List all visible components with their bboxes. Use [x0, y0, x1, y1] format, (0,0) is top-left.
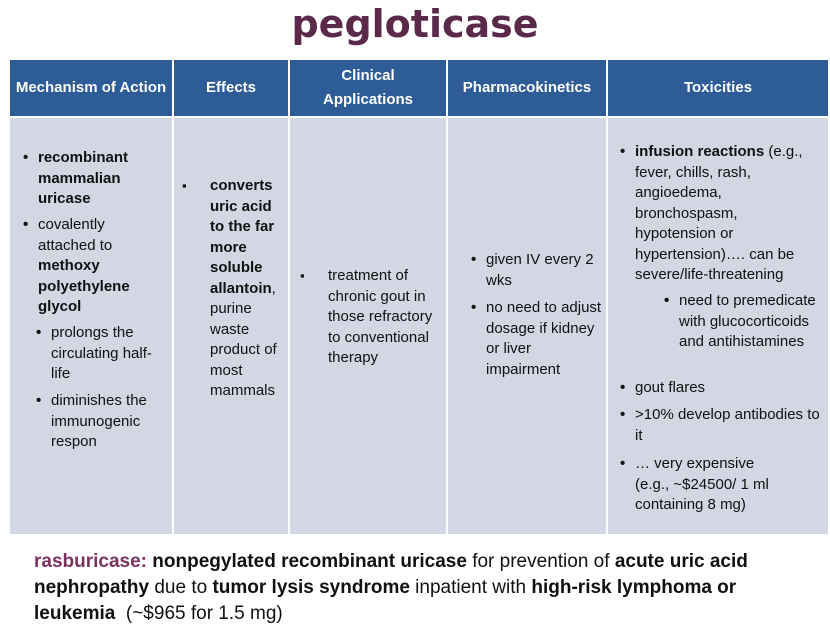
footer-text-2: due to	[149, 577, 213, 598]
cell-clinical	[290, 118, 446, 534]
mechanism-sub-1: prolongs the circulating half-life	[51, 324, 152, 382]
tox-sub-1: need to premedicate with glucocorticoids and antihistamines	[679, 292, 816, 350]
effects-rest: , purine waste product of most mammals	[210, 279, 277, 399]
mechanism-bullet-2-bold: methoxy polyethylene glycol	[38, 257, 130, 315]
header-mechanism: Mechanism of Action	[10, 60, 172, 116]
mechanism-bullet-2-text: covalently attached to	[38, 216, 113, 254]
header-pharmacokinetics: Pharmacokinetics	[448, 60, 606, 116]
cell-pharmacokinetics	[448, 118, 606, 534]
page-title: pegloticase	[291, 2, 539, 46]
footer-note	[34, 549, 814, 627]
pk-bullet-1: given IV every 2 wks	[486, 251, 594, 289]
tox-bullet-4: … very expensive (e.g., ~$24500/ 1 ml containing 8 mg)	[635, 455, 769, 513]
pk-bullet-2: no need to adjust dosage if kidney or liver impairment	[486, 299, 602, 378]
list-item	[328, 266, 444, 369]
footer-bold-3: tumor lysis syndrome	[212, 577, 410, 598]
header-clinical-label: Clinical Applications	[323, 67, 414, 108]
list-item	[635, 405, 821, 446]
cell-toxicities	[608, 118, 828, 534]
list-item	[51, 391, 156, 453]
footer-text-1: for prevention of	[466, 551, 615, 572]
footer-bold-2: acute uric acid nephropathy	[34, 551, 748, 598]
footer-text-3: inpatient with	[409, 577, 532, 598]
list-item	[210, 176, 290, 402]
footer-bold-4: high-risk lymphoma or leukemia	[34, 577, 737, 624]
list-item	[635, 378, 821, 399]
cell-mechanism	[10, 118, 172, 534]
tox-bullet-1-text: (e.g., fever, chills, rash, angioedema, bronchospasm, hypotension or hypertension)…. can be severe/life-threatening	[635, 143, 803, 283]
header-toxicities: Toxicities	[608, 60, 828, 116]
rasburicase-label: rasburicase:	[34, 551, 148, 572]
clinical-bullet-1: treatment of chronic gout in those refractory to conventional therapy	[328, 267, 433, 366]
header-clinical	[290, 60, 446, 116]
list-item	[635, 454, 785, 516]
list-item	[486, 298, 604, 380]
footer-text-4: (~$965 for 1.5 mg)	[115, 603, 283, 624]
list-item	[51, 323, 166, 385]
drug-table	[10, 60, 828, 534]
tox-bullet-3: >10% develop antibodies to it	[635, 406, 820, 444]
list-item	[679, 291, 825, 353]
mechanism-sub-2: diminishes the immunogenic respon	[51, 392, 147, 450]
footer-bold-1: nonpegylated recombinant uricase	[152, 551, 467, 572]
tox-bullet-2: gout flares	[635, 379, 706, 396]
list-item	[635, 142, 821, 286]
cell-effects	[174, 118, 288, 534]
list-item	[486, 250, 602, 291]
tox-bullet-1-bold: infusion reactions	[635, 143, 765, 160]
list-item	[38, 148, 148, 210]
mechanism-bullet-1: recombinant mammalian uricase	[38, 149, 129, 207]
effects-bold: converts uric acid to the far more soluble allantoin	[210, 177, 275, 297]
header-effects: Effects	[174, 60, 288, 116]
list-item	[38, 215, 163, 318]
